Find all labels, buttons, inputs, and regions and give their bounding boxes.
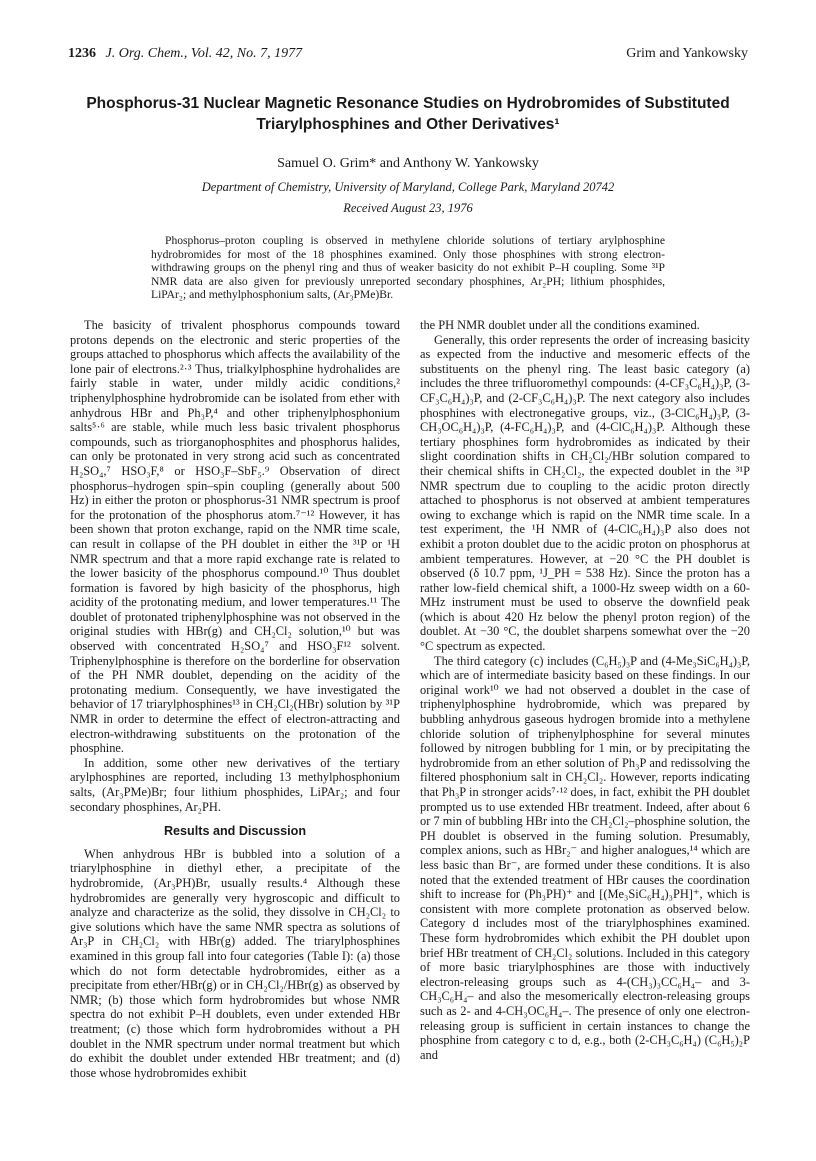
received-date: Received August 23, 1976 xyxy=(343,201,473,215)
journal-citation: J. Org. Chem., Vol. 42, No. 7, 1977 xyxy=(105,46,303,61)
abstract: Phosphorus–proton coupling is observed in methylene chloride solutions of tertiary arylphosphine hydrobromides for most of the 18 phosphines examined. Only those phosphines with strong electron-withdrawing groups on the phenyl ring and thus of weaker basicity do not exhibit P–H coupling. Some ³¹P NMR data are also given for previously unreported secondary phosphines, Ar₂PH; lithium phosphides, LiPAr₂; and methylphosphonium salts, (Ar₃PMe)Br. xyxy=(151,234,665,302)
article-title: Phosphorus-31 Nuclear Magnetic Resonance Studies on Hydrobromides of Substituted Triarylphosphines and Other Derivatives¹ xyxy=(86,95,730,133)
paragraph: Generally, this order represents the order of increasing basicity as expected from the inductive and mesomeric effects of the substituents on the phenyl ring. The least basic category (a) includes the three trifluoromethyl compounds: (4-CF₃C₆H₄)₃P, (3-CF₃C₆H₄)₃P, and (2-CF₃C₆H₄)₃P. The next category also includes phosphines with electronegative groups, viz., (3-ClC₆H₄)₃P, (3-CH₃OC₆H₄)₃P, (4-FC₆H₄)₃P, and (4-ClC₆H₄)₃P. Although these tertiary phosphines form hydrobromides as indicated by their slight coordination shifts in CH₂Cl₂/HBr solution compared to their chemical shifts in CH₂Cl₂, the expected doublet in the ³¹P NMR spectrum due to coupling to the acidic proton directly attached to phosphorus is not observed at ambient temperatures owing to exchange which is rapid on the NMR time scale. In a test experiment, the ¹H NMR of (4-ClC₆H₄)₃P also does not exhibit a proton doublet due to the acidic proton on phosphorus at ambient temperatures. However, at −20 °C the PH doublet is observed (δ 10.7 ppm, ¹J_PH = 538 Hz). Since the proton has a rather low-field chemical shift, a 1000-Hz sweep width on a 60-MHz instrument must be used to observe the downfield peak (which is about 420 Hz below the phenyl proton region) of the doublet. At −30 °C, the doublet sharpens somewhat over the −20 °C spectrum as expected. xyxy=(420,332,750,654)
paragraph: When anhydrous HBr is bubbled into a solution of a triarylphosphine in diethyl ether, a precipitate of the hydrobromide, (Ar₃PH)Br, usually results.⁴ Although these hydrobromides are generally very hygroscopic and difficult to analyze and characterize as the solid, they dissolve in CH₂Cl₂ to give solutions which have the same NMR spectra as solutions of Ar₃P in CH₂Cl₂ with HBr(g) added. The triarylphosphines examined in this group fall into four categories (Table I): (a) those which do not form detectable hydrobromides, either as a precipitate from ether/HBr(g) or in CH₂Cl₂/HBr(g) as observed by NMR; (b) those which form hydrobromides but whose NMR spectra do not exhibit P–H doublets, even under extended HBr treatment; (c) those which form hydrobromides without a PH doublet in the NMR spectrum under normal treatment but which do exhibit the doublet under extended HBr treatment; and (d) those whose hydrobromides exhibit xyxy=(70,846,400,1080)
paragraph: The third category (c) includes (C₆H₅)₃P and (4-Me₃SiC₆H₄)₃P, which are of intermediate basicity based on these findings. In our original work¹⁰ we had not observed a doublet in the case of triphenylphosphine hydrobromide, which was prepared by bubbling anhydrous gaseous hydrogen bromide into a methylene chloride solution of triphenylphosphine for several minutes followed by nitrogen bubbling for 1 min, or by precipitating the hydrobromide from an ether solution of Ph₃P and redissolving the filtered phosphonium salt in CH₂Cl₂. However, reports indicating that Ph₃P in stronger acids⁷·¹² does, in fact, exhibit the PH doublet prompted us to use extended HBr treatment. Indeed, after about 6 or 7 min of bubbling HBr into the CH₂Cl₂–phosphine solution, the PH doublet is observed in the fuming solution. Presumably, complex anions, such as HBr₂⁻ and higher analogues,¹⁴ which are less basic than Br⁻, are formed under these conditions. It is also noted that the extended treatment of HBr causes the coordination shift to increase for (Ph₃PH)⁺ and [(Me₃SiC₆H₄)₃PH]⁺, which is consistent with more complete protonation as observed below. Category d includes most of the triarylphosphines examined. These form hydrobromides which exhibit the PH doublet upon brief HBr treatment of CH₂Cl₂ solutions. Included in this category of more basic triarylphosphines are those with inductively electron-releasing groups such as 4-(CH₃)₃CC₆H₄– and 3-CH₃C₆H₄– and also the mesomerically electron-releasing groups such as 2- and 4-CH₃OC₆H₄–. The presence of only one electron-releasing group is sufficient in certain instances to change the phosphine from category c to d, e.g., both (2-CH₃C₆H₄) (C₆H₅)₂P and xyxy=(420,653,750,1062)
page-number: 1236 xyxy=(68,46,96,61)
running-header xyxy=(68,43,748,65)
paragraph: The basicity of trivalent phosphorus compounds toward protons depends on the electronic and steric properties of the groups attached to phosphorus which affects the availability of the lone pair of electrons.²·³ Thus, trialkylphosphine hydrohalides are fairly stable in water, under mildly acidic conditions,² triphenylphosphine hydrobromide can be isolated from ether with anhydrous HBr and Ph₃P,⁴ and other triphenylphosphonium salts⁵·⁶ are stable, while much less basic trivalent phosphorus compounds, such as triorganophosphites and phosphorus halides, can only be protonated in very strong acid such as concentrated H₂SO₄,⁷ HSO₃F,⁸ or HSO₃F–SbF₅.⁹ Observation of direct phosphorus–hydrogen spin–spin coupling (generally about 500 Hz) in either the proton or phosphorus-31 NMR spectrum is proof for the protonation of the phosphorus atom.⁷⁻¹² However, it has been shown that proton exchange, rapid on the NMR time scale, can result in collapse of the PH doublet in either the ³¹P or ¹H NMR spectrum and that a more rapid exchange rate is related to the lower basicity of the phosphorus compound.¹⁰ Thus doublet formation is favored by high basicity of the phosphorus, high acidity of the protonating medium, and lower temperatures.¹¹ The doublet of protonated triphenylphosphine was not observed in the original studies with HBr(g) and CH₂Cl₂ solution,¹⁰ but was observed with concentrated H₂SO₄⁷ and HSO₃F¹² solvent. Triphenylphosphine is therefore on the borderline for observation of the PH NMR doublet, depending on the acidity of the protonating medium. Consequently, we have investigated the behavior of 17 triarylphosphines¹³ in CH₂Cl₂(HBr) solution by ³¹P NMR in order to determine the effect of electron-attracting and electron-withdrawing substituents on the protonation of the phosphine. xyxy=(70,318,400,756)
paragraph: In addition, some other new derivatives of the tertiary arylphosphines are reported, including 13 methylphosphonium salts, (Ar₃PMe)Br; four lithium phosphides, LiPAr₂; and four secondary phosphines, Ar₂PH. xyxy=(70,755,400,814)
right-column xyxy=(420,318,750,1062)
header-left xyxy=(68,43,302,65)
left-column xyxy=(70,318,400,1080)
affiliation: Department of Chemistry, University of Maryland, College Park, Maryland 20742 xyxy=(201,180,615,194)
section-heading: Results and Discussion xyxy=(163,824,307,839)
author-list: Samuel O. Grim* and Anthony W. Yankowsky xyxy=(277,156,539,171)
paragraph: the PH NMR doublet under all the conditions examined. xyxy=(420,318,700,332)
running-authors: Grim and Yankowsky xyxy=(626,46,748,61)
